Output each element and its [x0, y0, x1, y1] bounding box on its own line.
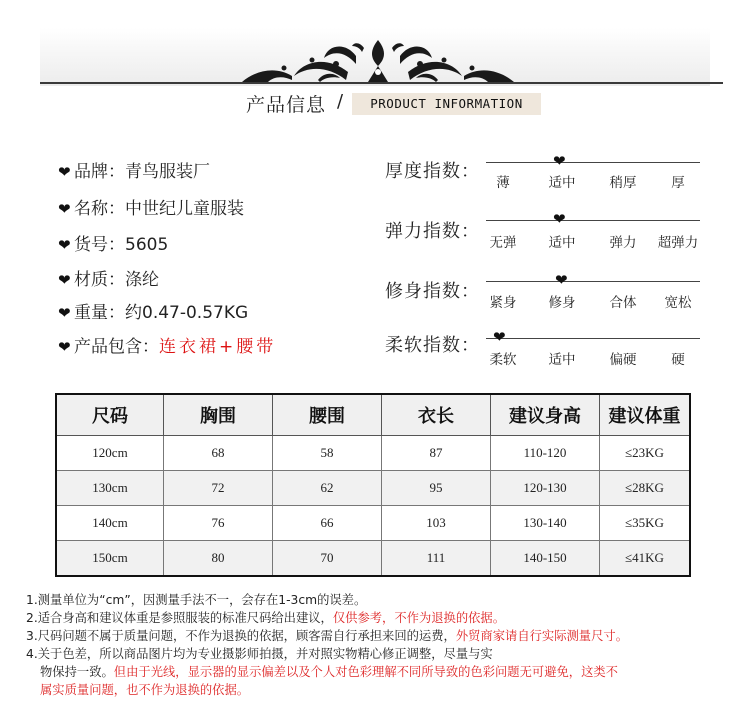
note-4-cont: 物保持一致。但由于光线，显示器的显示偏差以及个人对色彩理解不同所导致的色彩问题无可避免，这类不 — [40, 665, 618, 679]
table-cell: 87 — [382, 436, 491, 471]
scale-elasticity-option: 无弹 — [489, 235, 517, 251]
heart-icon: ❤ — [58, 271, 71, 289]
table-cell: 80 — [164, 541, 273, 577]
scale-softness-line — [486, 338, 700, 339]
section-title-cn: 产品信息 — [246, 94, 327, 116]
table-row — [56, 506, 690, 541]
scale-thickness-line — [486, 162, 700, 163]
scale-thickness-label: 厚度指数： — [385, 161, 480, 182]
table-cell: 130-140 — [491, 506, 600, 541]
heart-icon: ❤ — [58, 163, 71, 181]
table-cell: 72 — [164, 471, 273, 506]
scale-thickness-option: 薄 — [496, 175, 510, 191]
info-weight: ❤ 重量：约0.47-0.57KG — [58, 303, 249, 323]
scale-elasticity-option: 弹力 — [609, 235, 637, 251]
scale-fit-option: 宽松 — [664, 295, 692, 311]
table-cell: 111 — [382, 541, 491, 577]
scale-elasticity-line — [486, 220, 700, 221]
table-cell: ≤23KG — [600, 436, 691, 471]
table-row — [56, 436, 690, 471]
scale-elasticity-label: 弹力指数： — [385, 221, 480, 242]
scale-elasticity-option: 超弹力 — [657, 235, 699, 251]
info-brand: ❤ 品牌：青鸟服装厂 — [58, 162, 210, 182]
column-header: 建议身高 — [491, 394, 600, 436]
table-cell: 110-120 — [491, 436, 600, 471]
size-table — [55, 393, 691, 577]
heart-icon: ❤ — [58, 304, 71, 322]
note-1: 1.测量单位为“cm”，因测量手法不一，会存在1-3cm的误差。 — [26, 593, 367, 607]
info-material: ❤ 材质：涤纶 — [58, 270, 159, 290]
section-title-en: PRODUCT INFORMATION — [352, 93, 541, 115]
info-name: ❤ 名称：中世纪儿童服装 — [58, 199, 244, 219]
scale-softness-option: 柔软 — [489, 352, 517, 368]
table-row — [56, 541, 690, 577]
scale-thickness-option: 稍厚 — [609, 175, 637, 191]
table-cell: 120-130 — [491, 471, 600, 506]
table-cell: 150cm — [56, 541, 164, 577]
column-header: 腰围 — [273, 394, 382, 436]
scale-fit-line — [486, 281, 700, 282]
table-cell: ≤35KG — [600, 506, 691, 541]
scale-fit-option: 合体 — [609, 295, 637, 311]
heart-icon: ❤ — [493, 328, 506, 346]
column-header: 尺码 — [56, 394, 164, 436]
heart-icon: ❤ — [553, 210, 566, 228]
scale-elasticity-option: 适中 — [548, 235, 576, 251]
table-row — [56, 471, 690, 506]
table-cell: 140cm — [56, 506, 164, 541]
header-rule — [40, 82, 723, 84]
table-cell: 140-150 — [491, 541, 600, 577]
column-header: 建议体重 — [600, 394, 691, 436]
table-cell: 103 — [382, 506, 491, 541]
heart-icon: ❤ — [553, 152, 566, 170]
table-cell: 95 — [382, 471, 491, 506]
info-item-number: ❤ 货号：5605 — [58, 235, 169, 255]
table-cell: 62 — [273, 471, 382, 506]
scale-softness-option: 适中 — [548, 352, 576, 368]
title-slash: / — [337, 91, 344, 112]
table-cell: ≤41KG — [600, 541, 691, 577]
table-cell: 58 — [273, 436, 382, 471]
note-2: 2.适合身高和建议体重是参照服装的标准尺码给出建议，仅供参考，不作为退换的依据。 — [26, 611, 506, 625]
heart-icon: ❤ — [58, 200, 71, 218]
table-cell: 76 — [164, 506, 273, 541]
scale-softness-label: 柔软指数： — [385, 335, 480, 356]
table-cell: 70 — [273, 541, 382, 577]
table-cell: 68 — [164, 436, 273, 471]
info-contents: ❤ 产品包含：连衣裙+腰带 — [58, 337, 277, 357]
table-cell: 130cm — [56, 471, 164, 506]
scale-fit-option: 修身 — [548, 295, 576, 311]
scale-softness-option: 硬 — [671, 352, 685, 368]
column-header: 衣长 — [382, 394, 491, 436]
table-cell: 120cm — [56, 436, 164, 471]
note-3: 3.尺码问题不属于质量问题，不作为退换的依据，顾客需自行承担来回的运费，外贸商家请自行实际测量尺寸。 — [26, 629, 628, 643]
scale-thickness-option: 适中 — [548, 175, 576, 191]
scale-fit-label: 修身指数： — [385, 281, 480, 302]
ornament-icon — [228, 36, 528, 84]
heart-icon: ❤ — [58, 338, 71, 356]
table-cell: 66 — [273, 506, 382, 541]
heart-icon: ❤ — [555, 271, 568, 289]
note-4-cont: 属实质量问题，也不作为退换的依据。 — [40, 683, 250, 697]
table-cell: ≤28KG — [600, 471, 691, 506]
heart-icon: ❤ — [58, 236, 71, 254]
scale-softness-option: 偏硬 — [609, 352, 637, 368]
table-header-row — [56, 394, 690, 436]
note-4: 4.关于色差，所以商品图片均为专业摄影师拍摄，并对照实物精心修正调整，尽量与实 — [26, 647, 493, 661]
column-header: 胸围 — [164, 394, 273, 436]
scale-thickness-option: 厚 — [671, 175, 685, 191]
scale-fit-option: 紧身 — [489, 295, 517, 311]
